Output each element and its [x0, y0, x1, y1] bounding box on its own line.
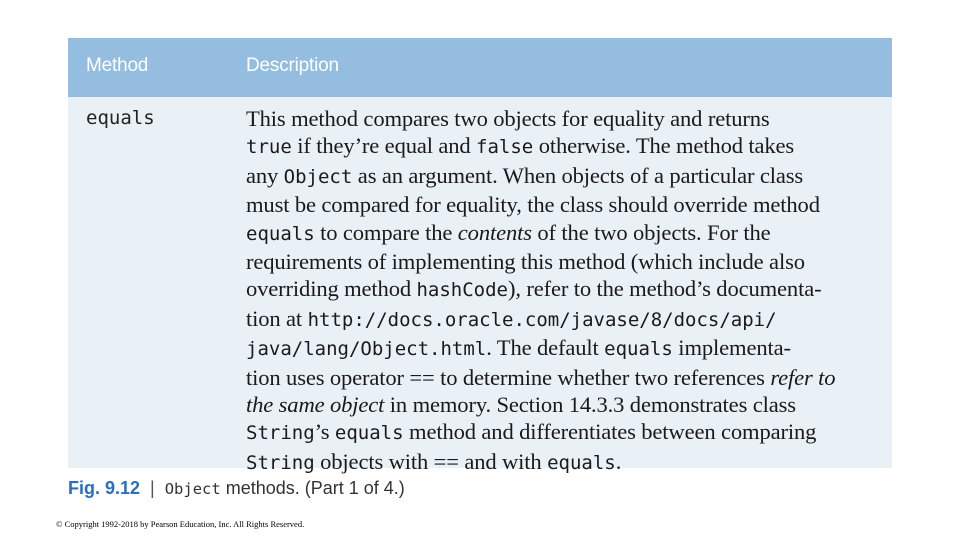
description-text: . The default: [486, 335, 605, 361]
description-text: requirements of implementing this method (which include also: [246, 249, 805, 275]
inline-code: equals: [334, 422, 404, 445]
inline-code: equals: [604, 338, 673, 361]
description-text: implementa-: [672, 335, 791, 361]
description-line: [246, 334, 886, 363]
description-text: otherwise. The method takes: [533, 133, 795, 159]
method-table: [68, 38, 892, 474]
emphasis-text: refer to: [770, 364, 836, 390]
description-text: ), refer to the method’s documenta-: [508, 276, 822, 302]
caption-code: Object: [164, 480, 221, 498]
description-text: method and differentiates between comparing: [403, 419, 817, 445]
description-text: .: [615, 448, 622, 474]
description-line: [246, 191, 886, 218]
emphasis-text: the same object: [246, 392, 385, 418]
inline-code: String: [246, 451, 315, 474]
description-text: of the two objects. For the: [531, 219, 771, 245]
copyright-notice: © Copyright 1992-2018 by Pearson Education, Inc. All Rights Reserved.: [56, 519, 305, 529]
description-line: [246, 275, 886, 304]
description-line: [246, 105, 886, 132]
description-text: must be compared for equality, the class should override method: [246, 192, 820, 218]
description-text: objects with == and with: [314, 448, 548, 474]
description-line: [246, 305, 886, 334]
description-text: tion at: [246, 305, 308, 331]
description-line: [246, 248, 886, 275]
inline-code: String: [246, 422, 315, 445]
description-line: [246, 132, 886, 161]
description-text: in memory. Section 14.3.3 demonstrates class: [384, 392, 796, 418]
inline-code: true: [246, 136, 292, 159]
inline-code: Object: [283, 165, 353, 188]
inline-code: equals: [547, 451, 616, 474]
description-cell: [246, 105, 886, 477]
description-line: [246, 162, 886, 191]
inline-code: http://docs.oracle.com/javase/8/docs/api/: [307, 308, 777, 331]
description-text: any: [246, 162, 284, 188]
description-text: if they’re equal and: [291, 133, 477, 159]
inline-code: equals: [246, 222, 315, 245]
figure-number: Fig. 9.12: [68, 478, 141, 498]
description-text: This method compares two objects for equality and returns: [246, 106, 770, 131]
method-name-cell: equals: [86, 107, 155, 129]
header-description: Description: [246, 55, 339, 76]
description-text: tion uses operator == to determine whether two references: [246, 364, 771, 390]
inline-code: false: [476, 136, 534, 159]
description-line: [246, 364, 886, 391]
caption-separator: |: [150, 478, 155, 498]
description-line: [246, 391, 886, 418]
description-line: [246, 418, 886, 447]
inline-code: hashCode: [416, 279, 508, 302]
description-line: [246, 448, 886, 477]
figure-caption: [68, 478, 405, 499]
description-text: to compare the: [314, 219, 458, 245]
description-text: as an argument. When objects of a particular class: [352, 162, 804, 188]
description-text: overriding method: [246, 276, 417, 302]
emphasis-text: contents: [457, 219, 532, 245]
header-method: Method: [86, 55, 149, 76]
description-text: ’s: [314, 419, 335, 445]
table-header: [68, 38, 892, 97]
caption-text: methods. (Part 1 of 4.): [220, 478, 405, 498]
inline-code: java/lang/Object.html: [246, 338, 487, 361]
description-line: [246, 219, 886, 248]
